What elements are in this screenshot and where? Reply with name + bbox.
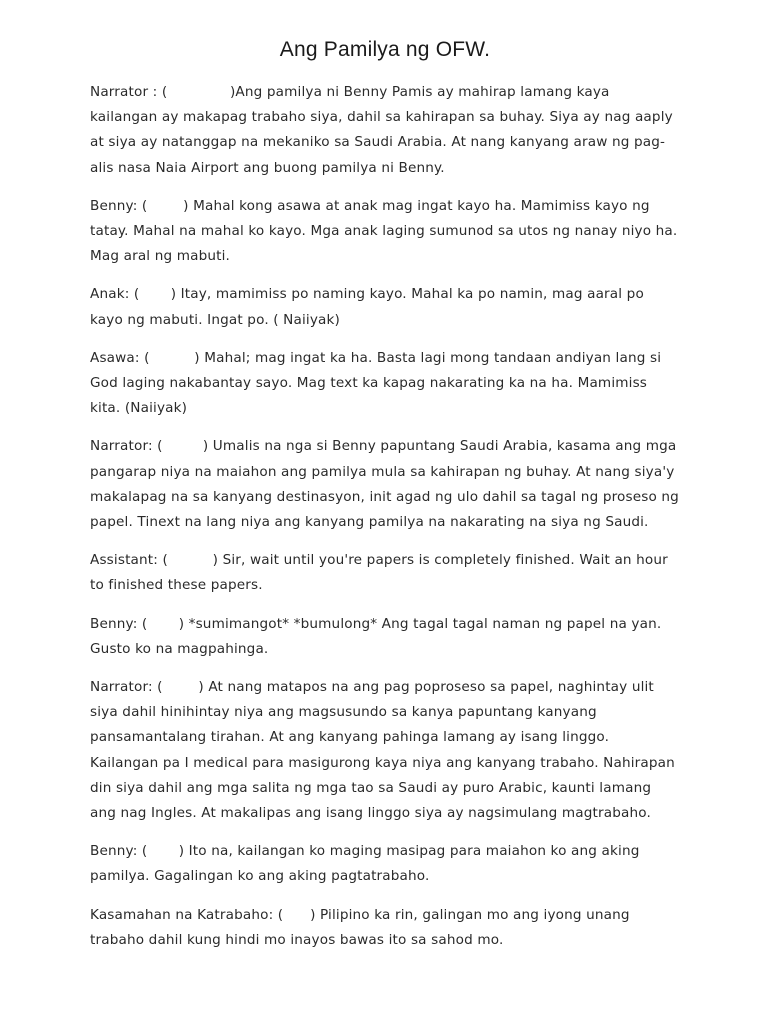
speaker-label: Narrator: (: [90, 438, 163, 455]
blank-space: [163, 438, 203, 454]
dialogue-text: ) Mahal kong asawa at anak mag ingat kayo ha. Mamimiss kayo ng tatay. Mahal na mahal ko kayo. Mga anak laging sumunod sa utos ng nanay niyo ha. Mag aral ng mabuti.: [90, 197, 678, 265]
script-paragraph-benny-3: [90, 839, 680, 889]
dialogue-text: ) *sumimangot* *bumulong* Ang tagal tagal naman ng papel na yan. Gusto ko na magpahinga.: [90, 615, 662, 657]
script-paragraph-narrator-3: [90, 675, 680, 826]
dialogue-text: ) Itay, mamimiss po naming kayo. Mahal ka po namin, mag aaral po kayo ng mabuti. Ingat po. ( Naiiyak): [90, 286, 644, 328]
script-paragraph-benny-2: [90, 612, 680, 662]
dialogue-text: ) Umalis na nga si Benny papuntang Saudi Arabia, kasama ang mga pangarap niya na maiahon ang pamilya mula sa kahirapan ng buhay. At nang siya'y makalapag na sa kanyang destinasyon, init agad ng ulo dahil sa tagal ng proseso ng papel. Tinext na lang niya ang kanyang pamilya na nakarating na siya ng Saudi.: [90, 438, 679, 531]
script-paragraph-benny-1: [90, 194, 680, 270]
blank-space: [150, 350, 195, 366]
document-title: Ang Pamilya ng OFW.: [279, 38, 491, 61]
blank-space: [139, 286, 170, 302]
speaker-label: Anak: (: [90, 286, 140, 303]
dialogue-text: ) Pilipino ka rin, galingan mo ang iyong unang trabaho dahil kung hindi mo inayos bawas ito sa sahod mo.: [90, 906, 630, 948]
speaker-label: Narrator: (: [90, 679, 163, 696]
dialogue-text: ) At nang matapos na ang pag poproseso sa papel, naghintay ulit siya dahil hinihintay niya ang magsusundo sa kanya papuntang kanyang pansamantalang tirahan. At ang kanyang pahinga lamang ay isang linggo. Kailangan pa I medical para masigurong kaya niya ang kanyang trabaho. Nahirapan din siya dahil ang mga salita ng mga tao sa Saudi ay puro Arabic, kaunti lamang ang nag Ingles. At makalipas ang isang linggo siya ay nagsimulang magtrabaho.: [90, 679, 675, 822]
script-paragraph-narrator-1: [90, 80, 680, 181]
dialogue-text: )Ang pamilya ni Benny Pamis ay mahirap lamang kaya kailangan ay makapag trabaho siya, dahil sa kahirapan sa buhay. Siya ay nag aaply at siya ay natanggap na mekaniko sa Saudi Arabia. At nang kanyang araw ng pag-alis nasa Naia Airport ang buong pamilya ni Benny.: [90, 84, 673, 176]
speaker-label: Asawa: (: [90, 349, 150, 366]
dialogue-text: ) Ito na, kailangan ko maging masipag para maiahon ko ang aking pamilya. Gagalingan ko ang aking pagtatrabaho.: [90, 843, 640, 885]
blank-space: [147, 198, 183, 214]
speaker-label: Benny: (: [90, 843, 148, 860]
blank-space: [163, 679, 199, 695]
blank-space: [168, 552, 213, 568]
speaker-label: Assistant: (: [90, 552, 168, 569]
speaker-label: Benny: (: [90, 197, 148, 214]
dialogue-text: ) Mahal; mag ingat ka ha. Basta lagi mong tandaan andiyan lang si God laging nakabantay sayo. Mag text ka kapag nakarating ka na ha. Mamimiss kita. (Naiiyak): [90, 349, 662, 417]
speaker-label: Benny: (: [90, 615, 148, 632]
script-paragraph-asawa: [90, 346, 680, 422]
blank-space: [147, 616, 178, 632]
speaker-label: Kasamahan na Katrabaho: (: [90, 906, 284, 923]
blank-space: [147, 843, 178, 859]
blank-space: [167, 84, 230, 100]
script-paragraph-assistant: [90, 548, 680, 598]
blank-space: [283, 907, 310, 923]
script-paragraph-anak: [90, 282, 680, 332]
script-paragraph-katrabaho: [90, 903, 680, 953]
dialogue-text: ) Sir, wait until you're papers is completely finished. Wait an hour to finished these papers.: [90, 552, 668, 594]
speaker-label: Narrator : (: [90, 84, 168, 100]
script-paragraph-narrator-2: [90, 434, 680, 535]
